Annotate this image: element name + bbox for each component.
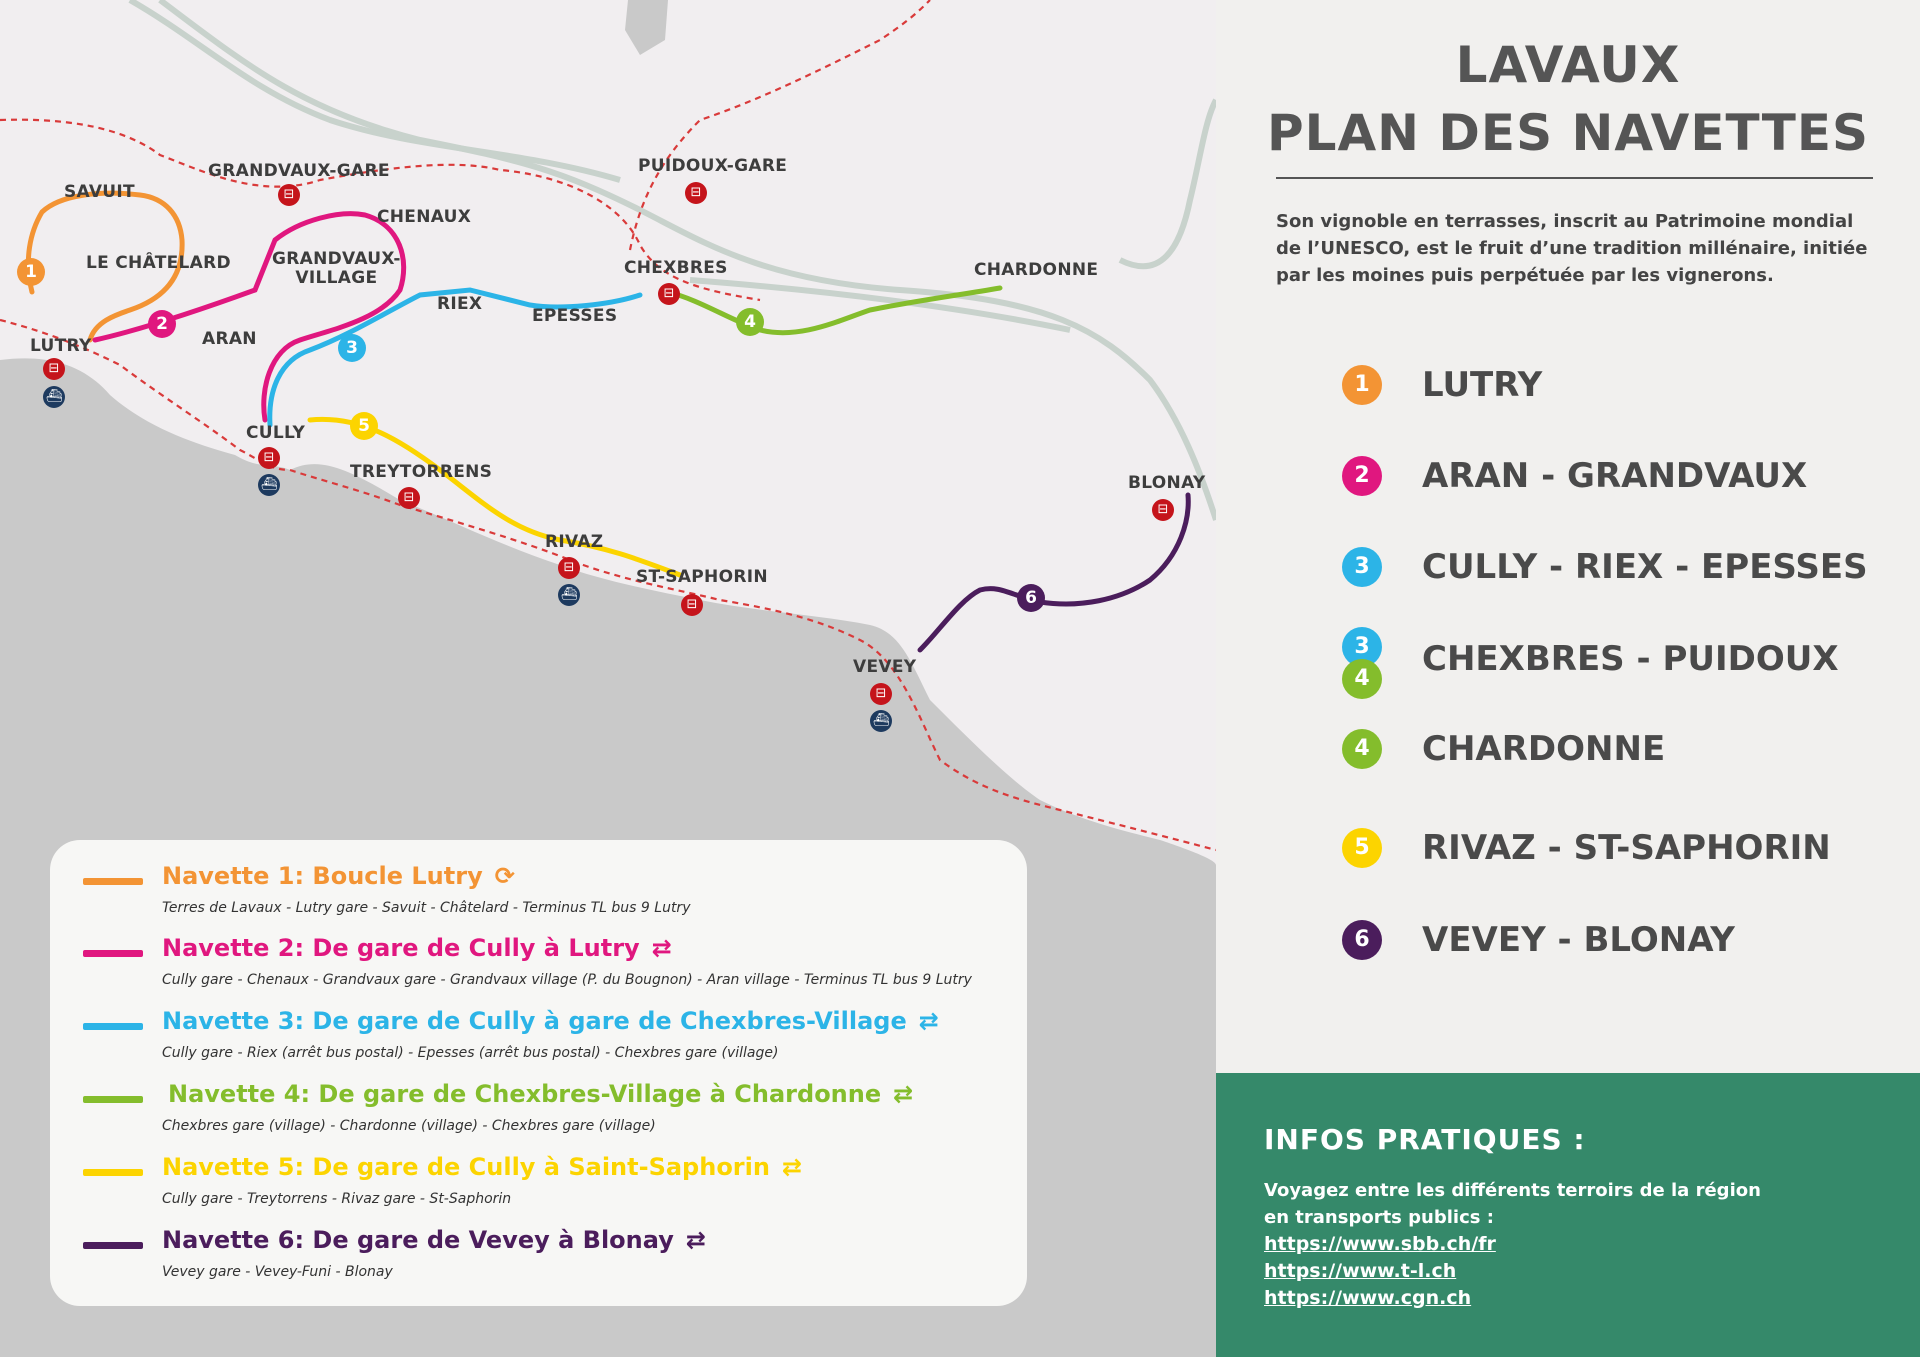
line-3-marker: 3 xyxy=(338,334,366,362)
train-station-icon: ⊟ xyxy=(278,184,300,206)
infos-pratiques-box xyxy=(1216,1073,1920,1357)
route-name: CULLY - RIEX - EPESSES xyxy=(1422,547,1868,587)
legend-swatch xyxy=(83,1023,143,1030)
place-savuit: SAVUIT xyxy=(64,182,135,202)
legend-swatch xyxy=(83,1169,143,1176)
place-aran: ARAN xyxy=(202,329,257,349)
route-name: RIVAZ - ST-SAPHORIN xyxy=(1422,828,1831,868)
loop-icon: ⟳ xyxy=(494,862,515,890)
legend-title: Navette 1: Boucle Lutry ⟳ xyxy=(162,862,515,890)
legend-subtitle: Cully gare - Chenaux - Grandvaux gare - Grandvaux village (P. du Bougnon) - Aran village - Terminus TL bus 9 Lutry xyxy=(162,972,972,988)
place-blonay: BLONAY xyxy=(1128,473,1206,493)
line-1-marker: 1 xyxy=(17,258,45,286)
place-chenaux: CHENAUX xyxy=(377,207,472,227)
legend-title: Navette 3: De gare de Cully à gare de Chexbres-Village ⇄ xyxy=(162,1007,939,1035)
legend-swatch xyxy=(83,1096,143,1103)
both-directions-icon: ⇄ xyxy=(651,934,672,962)
train-station-icon: ⊟ xyxy=(43,358,65,380)
legend-title: Navette 2: De gare de Cully à Lutry ⇄ xyxy=(162,934,672,962)
place-puidoux-gare: PUIDOUX-GARE xyxy=(638,156,788,176)
line-2-marker: 2 xyxy=(148,310,176,338)
legend-swatch xyxy=(83,1242,143,1249)
page-subtitle: PLAN DES NAVETTES xyxy=(1266,104,1870,162)
train-station-icon: ⊟ xyxy=(658,283,680,305)
place-epesses: EPESSES xyxy=(532,306,618,326)
line-4-marker: 4 xyxy=(736,308,764,336)
legend-subtitle: Cully gare - Treytorrens - Rivaz gare - St-Saphorin xyxy=(162,1191,512,1207)
legend-subtitle: Cully gare - Riex (arrêt bus postal) - Epesses (arrêt bus postal) - Chexbres gare (village) xyxy=(162,1045,779,1061)
place-vevey: VEVEY xyxy=(853,657,917,677)
legend-subtitle: Terres de Lavaux - Lutry gare - Savuit - Châtelard - Terminus TL bus 9 Lutry xyxy=(162,900,691,916)
route-number-badge: 3 xyxy=(1342,547,1382,587)
boat-landing-icon: ⛴ xyxy=(43,386,65,408)
train-station-icon: ⊟ xyxy=(870,683,892,705)
route-name: VEVEY - BLONAY xyxy=(1422,920,1735,960)
route-number-badge: 1 xyxy=(1342,365,1382,405)
legend-box xyxy=(50,840,1027,1306)
legend-title: Navette 5: De gare de Cully à Saint-Saphorin ⇄ xyxy=(162,1153,803,1181)
place-st-saphorin: ST-SAPHORIN xyxy=(636,567,768,587)
both-directions-icon: ⇄ xyxy=(685,1226,706,1254)
place-chardonne: CHARDONNE xyxy=(974,260,1099,280)
place-grandvaux-village: GRANDVAUX- VILLAGE xyxy=(272,249,401,288)
train-station-icon: ⊟ xyxy=(558,557,580,579)
infos-title: INFOS PRATIQUES : xyxy=(1264,1123,1586,1156)
legend-title: Navette 4: De gare de Chexbres-Village à Chardonne ⇄ xyxy=(168,1080,914,1108)
boat-landing-icon: ⛴ xyxy=(870,710,892,732)
train-station-icon: ⊟ xyxy=(681,594,703,616)
page-title: LAVAUX xyxy=(1455,36,1681,94)
route-name: LUTRY xyxy=(1422,365,1543,405)
route-name: CHEXBRES - PUIDOUX xyxy=(1422,639,1839,679)
link-tl[interactable]: https://www.t-l.ch xyxy=(1264,1260,1457,1282)
place-rivaz: RIVAZ xyxy=(545,532,604,552)
place-lutry: LUTRY xyxy=(30,336,92,356)
route-number-badge: 4 xyxy=(1342,659,1382,699)
place-le-chatelard: LE CHÂTELARD xyxy=(86,253,231,273)
legend-swatch xyxy=(83,878,143,885)
train-station-icon: ⊟ xyxy=(1152,499,1174,521)
place-chexbres: CHEXBRES xyxy=(624,258,728,278)
info-panel xyxy=(1216,0,1920,1073)
link-sbb[interactable]: https://www.sbb.ch/fr xyxy=(1264,1233,1496,1255)
line-5-marker: 5 xyxy=(350,412,378,440)
both-directions-icon: ⇄ xyxy=(893,1080,914,1108)
legend-swatch xyxy=(83,950,143,957)
link-cgn[interactable]: https://www.cgn.ch xyxy=(1264,1287,1472,1309)
route-name: ARAN - GRANDVAUX xyxy=(1422,456,1808,496)
place-treytorrens: TREYTORRENS xyxy=(350,462,493,482)
title-divider xyxy=(1276,177,1873,179)
route-number-badge: 2 xyxy=(1342,456,1382,496)
train-station-icon: ⊟ xyxy=(685,182,707,204)
legend-title: Navette 6: De gare de Vevey à Blonay ⇄ xyxy=(162,1226,706,1254)
legend-subtitle: Vevey gare - Vevey-Funi - Blonay xyxy=(162,1264,393,1280)
both-directions-icon: ⇄ xyxy=(781,1153,803,1181)
legend-subtitle: Chexbres gare (village) - Chardonne (village) - Chexbres gare (village) xyxy=(162,1118,656,1134)
train-station-icon: ⊟ xyxy=(258,447,280,469)
intro-text: Son vignoble en terrasses, inscrit au Patrimoine mondial de l’UNESCO, est le fruit d’une tradition millénaire, initiée par les moines puis perpétuée par les vignerons. xyxy=(1276,211,1868,286)
train-station-icon: ⊟ xyxy=(398,487,420,509)
boat-landing-icon: ⛴ xyxy=(558,584,580,606)
route-number-badge: 4 xyxy=(1342,729,1382,769)
infos-text: Voyagez entre les différents terroirs de la région en transports publics : xyxy=(1264,1180,1761,1228)
place-grandvaux-gare: GRANDVAUX-GARE xyxy=(208,161,390,181)
route-number-badge: 3 xyxy=(1342,627,1382,667)
line-6-marker: 6 xyxy=(1017,584,1045,612)
route-number-badge: 5 xyxy=(1342,828,1382,868)
route-number-badge: 6 xyxy=(1342,920,1382,960)
both-directions-icon: ⇄ xyxy=(918,1007,939,1035)
place-cully: CULLY xyxy=(246,423,306,443)
route-name: CHARDONNE xyxy=(1422,729,1666,769)
boat-landing-icon: ⛴ xyxy=(258,474,280,496)
place-riex: RIEX xyxy=(437,294,483,314)
